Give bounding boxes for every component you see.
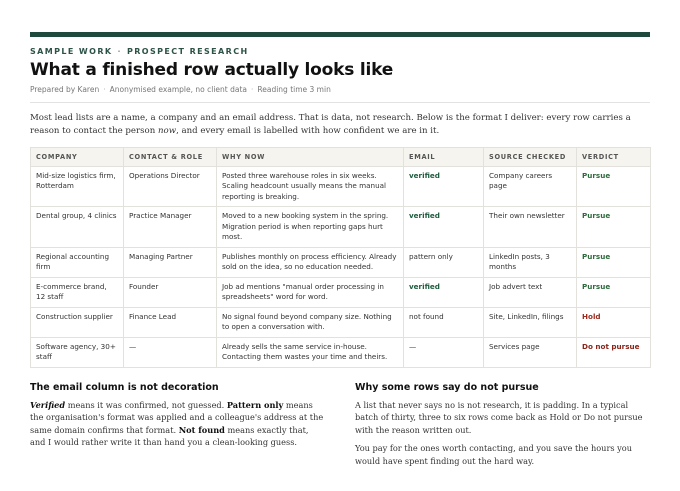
cell-company: Mid-size logistics firm, Rotterdam <box>31 166 124 207</box>
byline-separator: · <box>250 85 254 94</box>
cell-verdict: Pursue <box>577 277 651 307</box>
header-source-checked: SOURCE CHECKED <box>484 147 577 166</box>
header-verdict: VERDICT <box>577 147 651 166</box>
top-accent-bar <box>30 32 650 37</box>
cell-source: Their own newsletter <box>484 207 577 248</box>
cell-company: E-commerce brand, 12 staff <box>31 277 124 307</box>
header-email: EMAIL <box>404 147 484 166</box>
cell-source: Job advert text <box>484 277 577 307</box>
table-row <box>31 337 651 367</box>
cell-email-status: verified <box>404 277 484 307</box>
header-why-now: WHY NOW <box>217 147 404 166</box>
cell-source: Services page <box>484 337 577 367</box>
term-pattern-only: Pattern only <box>226 399 284 410</box>
cell-verdict: Do not pursue <box>577 337 651 367</box>
section-paragraph: A list that never says no is not research, it is padding. In a typical batch of thirty, three to six rows come back as Hold or Do not pursue with the reason written out. <box>355 399 643 435</box>
cell-source: LinkedIn posts, 3 months <box>484 247 577 277</box>
cell-email-status: not found <box>404 307 484 337</box>
table-header-row <box>31 147 651 166</box>
term-not-found: Not found <box>178 424 225 435</box>
cell-contact: Managing Partner <box>124 247 217 277</box>
cell-verdict: Pursue <box>577 166 651 207</box>
cell-why-now: No signal found beyond company size. Nothing to open a conversation with. <box>217 307 404 337</box>
page-title: What a finished row actually looks like <box>30 60 394 80</box>
cell-email-status: verified <box>404 166 484 207</box>
cell-verdict: Hold <box>577 307 651 337</box>
cell-contact: Founder <box>124 277 217 307</box>
text: means exactly that, and I would rather write it than hand you a clean-looking guess. <box>30 424 309 448</box>
byline-reading-time: Reading time 3 min <box>257 85 331 94</box>
intro-paragraph <box>30 112 650 138</box>
eyebrow-separator: · <box>117 47 122 56</box>
eyebrow-section: SAMPLE WORK <box>30 47 113 56</box>
cell-why-now: Moved to a new booking system in the spring. Migration period is when reporting gaps hurt most. <box>217 207 404 248</box>
cell-verdict: Pursue <box>577 247 651 277</box>
cell-why-now: Posted three warehouse roles in six weeks. Scaling headcount usually means the manual reporting is breaking. <box>217 166 404 207</box>
table-row <box>31 166 651 207</box>
intro-emphasis: now <box>157 126 177 136</box>
section-heading: Why some rows say do not pursue <box>355 381 539 393</box>
cell-email-status: verified <box>404 207 484 248</box>
divider <box>30 102 650 103</box>
do-not-pursue-explainer <box>355 382 650 468</box>
cell-source: Company careers page <box>484 166 577 207</box>
cell-contact: Finance Lead <box>124 307 217 337</box>
prospect-table <box>30 147 651 368</box>
cell-company: Dental group, 4 clinics <box>31 207 124 248</box>
cell-email-status: pattern only <box>404 247 484 277</box>
table-row <box>31 207 651 248</box>
page <box>0 32 680 467</box>
cell-contact: Operations Director <box>124 166 217 207</box>
section-heading: The email column is not decoration <box>30 381 219 393</box>
byline-separator: · <box>103 85 106 94</box>
cell-email-status: — <box>404 337 484 367</box>
cell-why-now: Already sells the same service in-house. Contacting them wastes your time and theirs. <box>217 337 404 367</box>
header-contact-role: CONTACT & ROLE <box>124 147 217 166</box>
cell-why-now: Job ad mentions "manual order processing in spreadsheets" word for word. <box>217 277 404 307</box>
byline <box>30 85 650 94</box>
header-company: COMPANY <box>31 147 124 166</box>
cell-source: Site, LinkedIn, filings <box>484 307 577 337</box>
cell-contact: — <box>124 337 217 367</box>
cell-verdict: Pursue <box>577 207 651 248</box>
term-verified: Verified <box>30 399 66 410</box>
eyebrow-topic: PROSPECT RESEARCH <box>126 47 249 56</box>
cell-contact: Practice Manager <box>124 207 217 248</box>
cell-company: Construction supplier <box>31 307 124 337</box>
byline-note: Anonymised example, no client data <box>109 85 247 94</box>
text: means it was confirmed, not guessed. <box>65 399 227 410</box>
table-row <box>31 307 651 337</box>
table-row <box>31 247 651 277</box>
eyebrow <box>30 47 650 56</box>
section-paragraph: You pay for the ones worth contacting, and you save the hours you would have spent finding out the hard way. <box>355 443 632 466</box>
text: means the organisation's format was applied and a colleague's address at the same domain confirms that format. <box>30 399 324 435</box>
explanation-columns <box>30 382 650 468</box>
byline-author: Prepared by Karen <box>30 85 100 94</box>
cell-company: Regional accounting firm <box>31 247 124 277</box>
cell-why-now: Publishes monthly on process efficiency. Already sold on the idea, so no education needed. <box>217 247 404 277</box>
table-row <box>31 277 651 307</box>
section-paragraph <box>30 399 325 449</box>
email-column-explainer <box>30 382 325 468</box>
intro-text-end: , and every email is labelled with how confident we are in it. <box>176 126 440 136</box>
cell-company: Software agency, 30+ staff <box>31 337 124 367</box>
intro-text: Most lead lists are a name, a company and an email address. That is data, not research. Below is the format I deliver: every row carries a reason to contact the person <box>30 113 631 136</box>
